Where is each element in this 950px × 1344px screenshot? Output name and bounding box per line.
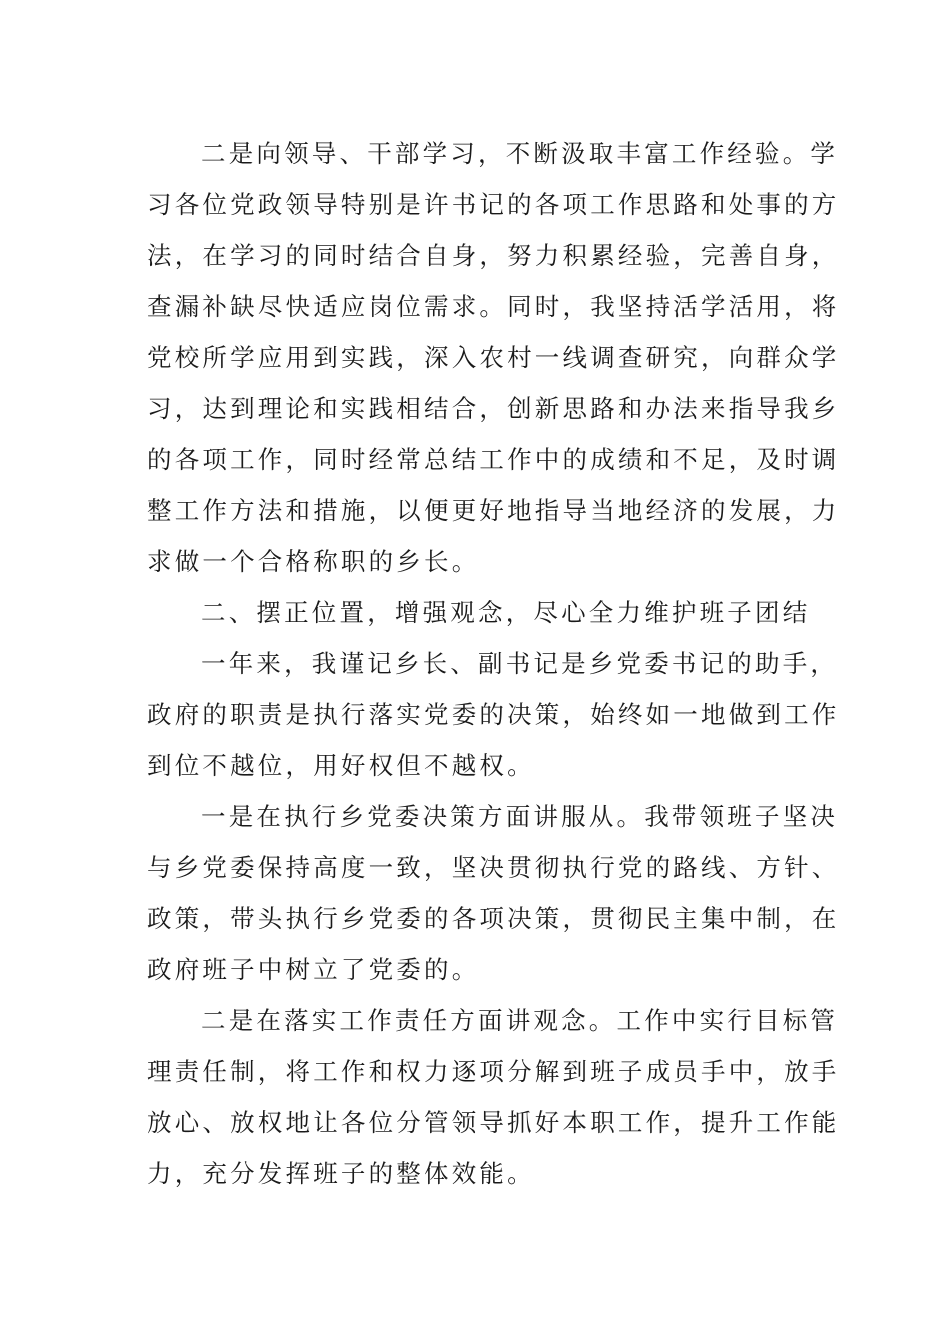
text-line: 政策，带头执行乡党委的各项决策，贯彻民主集中制，在 bbox=[147, 904, 840, 933]
text-line: 理责任制，将工作和权力逐项分解到班子成员手中，放手 bbox=[147, 1057, 840, 1086]
text-line: 习，达到理论和实践相结合，创新思路和办法来指导我乡 bbox=[147, 394, 840, 423]
text-line: 与乡党委保持高度一致，坚决贯彻执行党的路线、方针、 bbox=[147, 853, 840, 882]
text-line: 一年来，我谨记乡长、副书记是乡党委书记的助手， bbox=[201, 649, 839, 678]
text-line: 法，在学习的同时结合自身，努力积累经验，完善自身， bbox=[147, 241, 840, 270]
text-line: 政府的职责是执行落实党委的决策，始终如一地做到工作 bbox=[147, 700, 840, 729]
text-line: 查漏补缺尽快适应岗位需求。同时，我坚持活学活用，将 bbox=[147, 292, 840, 321]
text-line: 二是在落实工作责任方面讲观念。工作中实行目标管 bbox=[201, 1006, 839, 1035]
text-line: 政府班子中树立了党委的。 bbox=[147, 955, 480, 984]
text-line: 求做一个合格称职的乡长。 bbox=[147, 547, 480, 576]
section-heading: 二、摆正位置，增强观念，尽心全力维护班子团结 bbox=[201, 598, 811, 627]
document-body bbox=[147, 128, 840, 1199]
text-line: 党校所学应用到实践，深入农村一线调查研究，向群众学 bbox=[147, 343, 840, 372]
text-line: 习各位党政领导特别是许书记的各项工作思路和处事的方 bbox=[147, 190, 840, 219]
text-line: 二是向领导、干部学习，不断汲取丰富工作经验。学 bbox=[201, 139, 839, 168]
text-line: 力，充分发挥班子的整体效能。 bbox=[147, 1159, 535, 1188]
text-line: 一是在执行乡党委决策方面讲服从。我带领班子坚决 bbox=[201, 802, 839, 831]
text-line: 的各项工作，同时经常总结工作中的成绩和不足，及时调 bbox=[147, 445, 840, 474]
text-line: 整工作方法和措施，以便更好地指导当地经济的发展，力 bbox=[147, 496, 840, 525]
text-line: 放心、放权地让各位分管领导抓好本职工作，提升工作能 bbox=[147, 1108, 840, 1137]
text-line: 到位不越位，用好权但不越权。 bbox=[147, 751, 535, 780]
